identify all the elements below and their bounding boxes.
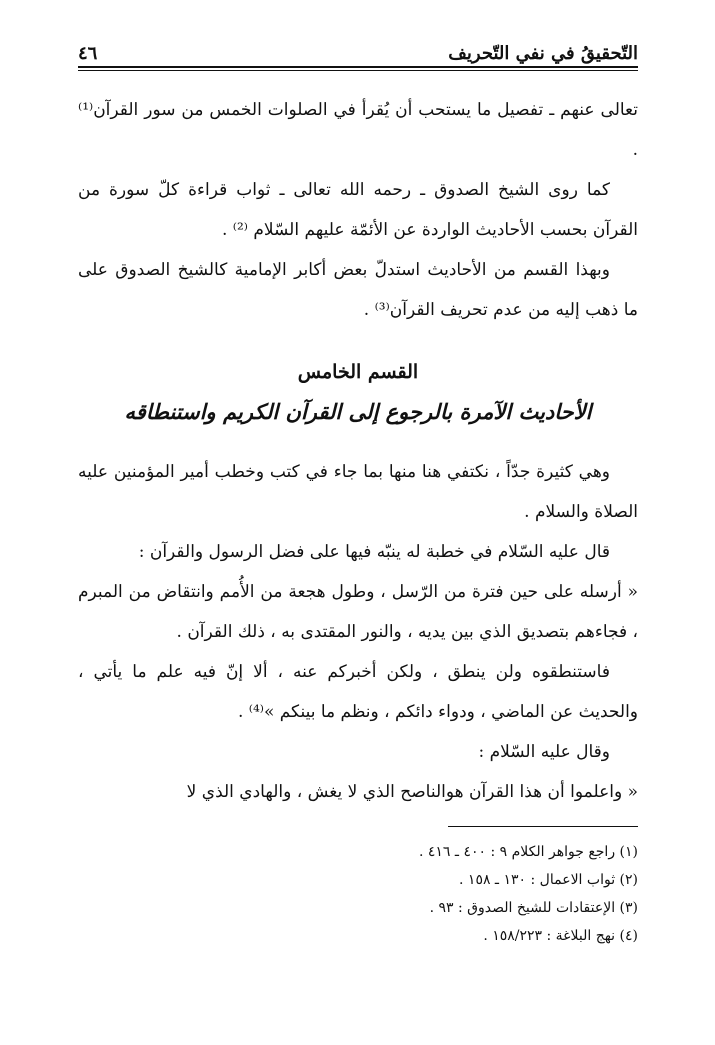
paragraph: وهي كثيرة جدّاً ، نكتفي هنا منها بما جاء في كتب وخطب أمير المؤمنين عليه الصلاة والسلام . — [78, 462, 638, 522]
footnote: (٢) ثواب الاعمال : ١٣٠ ـ ١٥٨ . — [459, 872, 638, 888]
footnote: (٤) نهج البلاغة : ١٥٨/٢٢٣ . — [483, 928, 638, 944]
quotation: « واعلموا أن هذا القرآن هوالناصح الذي لا يغش ، والهادي الذي لا — [186, 782, 638, 802]
main-text — [78, 90, 638, 812]
page-number: ٤٦ — [78, 43, 98, 64]
paragraph: قال عليه السّلام في خطبة له ينبّه فيها على فضل الرسول والقرآن : — [138, 542, 610, 562]
footnotes — [78, 838, 638, 950]
footnote: (١) راجع جواهر الكلام ٩ : ٤٠٠ ـ ٤١٦ . — [418, 844, 638, 860]
paragraph: كما روى الشيخ الصدوق ـ رحمه الله تعالى ـ ثواب قراءة كلّ سورة من القرآن بحسب الأحاديث الواردة عن الأئمّة عليهم السّلام ⁽²⁾ . — [78, 180, 638, 240]
paragraph: تعالى عنهم ـ تفصيل ما يستحب أن يُقرأ في الصلوات الخمس من سور القرآن⁽¹⁾ . — [78, 100, 638, 160]
section-subtitle: الأحاديث الآمرة بالرجوع إلى القرآن الكريم واستنطاقه — [124, 399, 592, 424]
paragraph: وبهذا القسم من الأحاديث استدلّ بعض أكابر الإمامية كالشيخ الصدوق على ما ذهب إليه من عدم تحريف القرآن⁽³⁾ . — [78, 260, 638, 320]
header-rule-thin — [78, 70, 638, 71]
running-title: التّحقيقُ في نفي التّحريف — [448, 43, 638, 64]
footnote: (٣) الإعتقادات للشيخ الصدوق : ٩٣ . — [429, 900, 638, 916]
paragraph: وقال عليه السّلام : — [478, 742, 610, 762]
page-header — [78, 30, 638, 64]
footnote-separator — [448, 826, 638, 827]
quotation: فاستنطقوه ولن ينطق ، ولكن أخبركم عنه ، ألا إنّ فيه علم ما يأتي ، والحديث عن الماضي ، ودواء دائكم ، ونظم ما بينكم »⁽⁴⁾ . — [78, 662, 638, 722]
quotation: « أرسله على حين فترة من الرّسل ، وطول هجعة من الأُمم وانتقاض من المبرم ، فجاءهم بتصديق الذي بين يديه ، والنور المقتدى به ، ذلك القرآن . — [78, 582, 638, 642]
header-rule — [78, 66, 638, 68]
section-title: القسم الخامس — [297, 361, 419, 383]
